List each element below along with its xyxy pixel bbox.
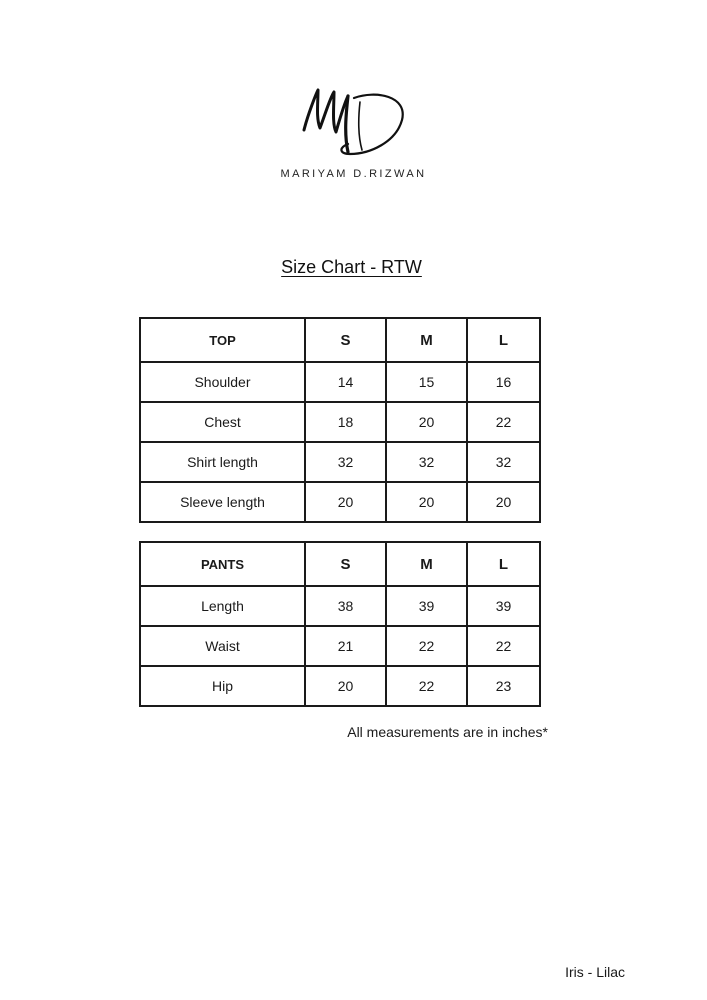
table-cell: 22	[386, 666, 467, 706]
table-cell: 15	[386, 362, 467, 402]
measurement-note: All measurements are in inches*	[347, 724, 548, 740]
pants-size-table	[139, 541, 541, 707]
table-cell: 20	[305, 666, 386, 706]
table-cell: 39	[467, 586, 540, 626]
table-row	[140, 586, 540, 626]
brand-logo-icon	[296, 84, 412, 160]
header-cell: M	[386, 318, 467, 362]
table-cell: 21	[305, 626, 386, 666]
table-cell: 23	[467, 666, 540, 706]
header-cell: M	[386, 542, 467, 586]
table-header-row	[140, 542, 540, 586]
header-cell: S	[305, 542, 386, 586]
table-cell: 32	[386, 442, 467, 482]
table-cell: 20	[467, 482, 540, 522]
table-cell: 22	[467, 626, 540, 666]
table-cell: 32	[305, 442, 386, 482]
table-cell: 39	[386, 586, 467, 626]
table-cell: 16	[467, 362, 540, 402]
table-cell: 20	[386, 402, 467, 442]
brand-name: MARIYAM D.RIZWAN	[280, 168, 427, 180]
measurement-label: Length	[140, 586, 305, 626]
header-cell: PANTS	[140, 542, 305, 586]
table-cell: 20	[305, 482, 386, 522]
header-cell: S	[305, 318, 386, 362]
table-row	[140, 666, 540, 706]
measurement-label: Shirt length	[140, 442, 305, 482]
table-header-row	[140, 318, 540, 362]
header-cell: TOP	[140, 318, 305, 362]
table-cell: 14	[305, 362, 386, 402]
table-row	[140, 482, 540, 522]
measurement-label: Chest	[140, 402, 305, 442]
table-row	[140, 402, 540, 442]
product-name: Iris - Lilac	[565, 964, 625, 980]
measurement-label: Waist	[140, 626, 305, 666]
table-row	[140, 442, 540, 482]
header-cell: L	[467, 318, 540, 362]
table-cell: 18	[305, 402, 386, 442]
table-cell: 22	[386, 626, 467, 666]
table-row	[140, 626, 540, 666]
measurement-label: Shoulder	[140, 362, 305, 402]
table-row	[140, 362, 540, 402]
table-cell: 22	[467, 402, 540, 442]
top-size-table	[139, 317, 541, 523]
table-cell: 20	[386, 482, 467, 522]
header-cell: L	[467, 542, 540, 586]
table-cell: 38	[305, 586, 386, 626]
page-title: Size Chart - RTW	[281, 257, 422, 277]
measurement-label: Sleeve length	[140, 482, 305, 522]
table-cell: 32	[467, 442, 540, 482]
measurement-label: Hip	[140, 666, 305, 706]
